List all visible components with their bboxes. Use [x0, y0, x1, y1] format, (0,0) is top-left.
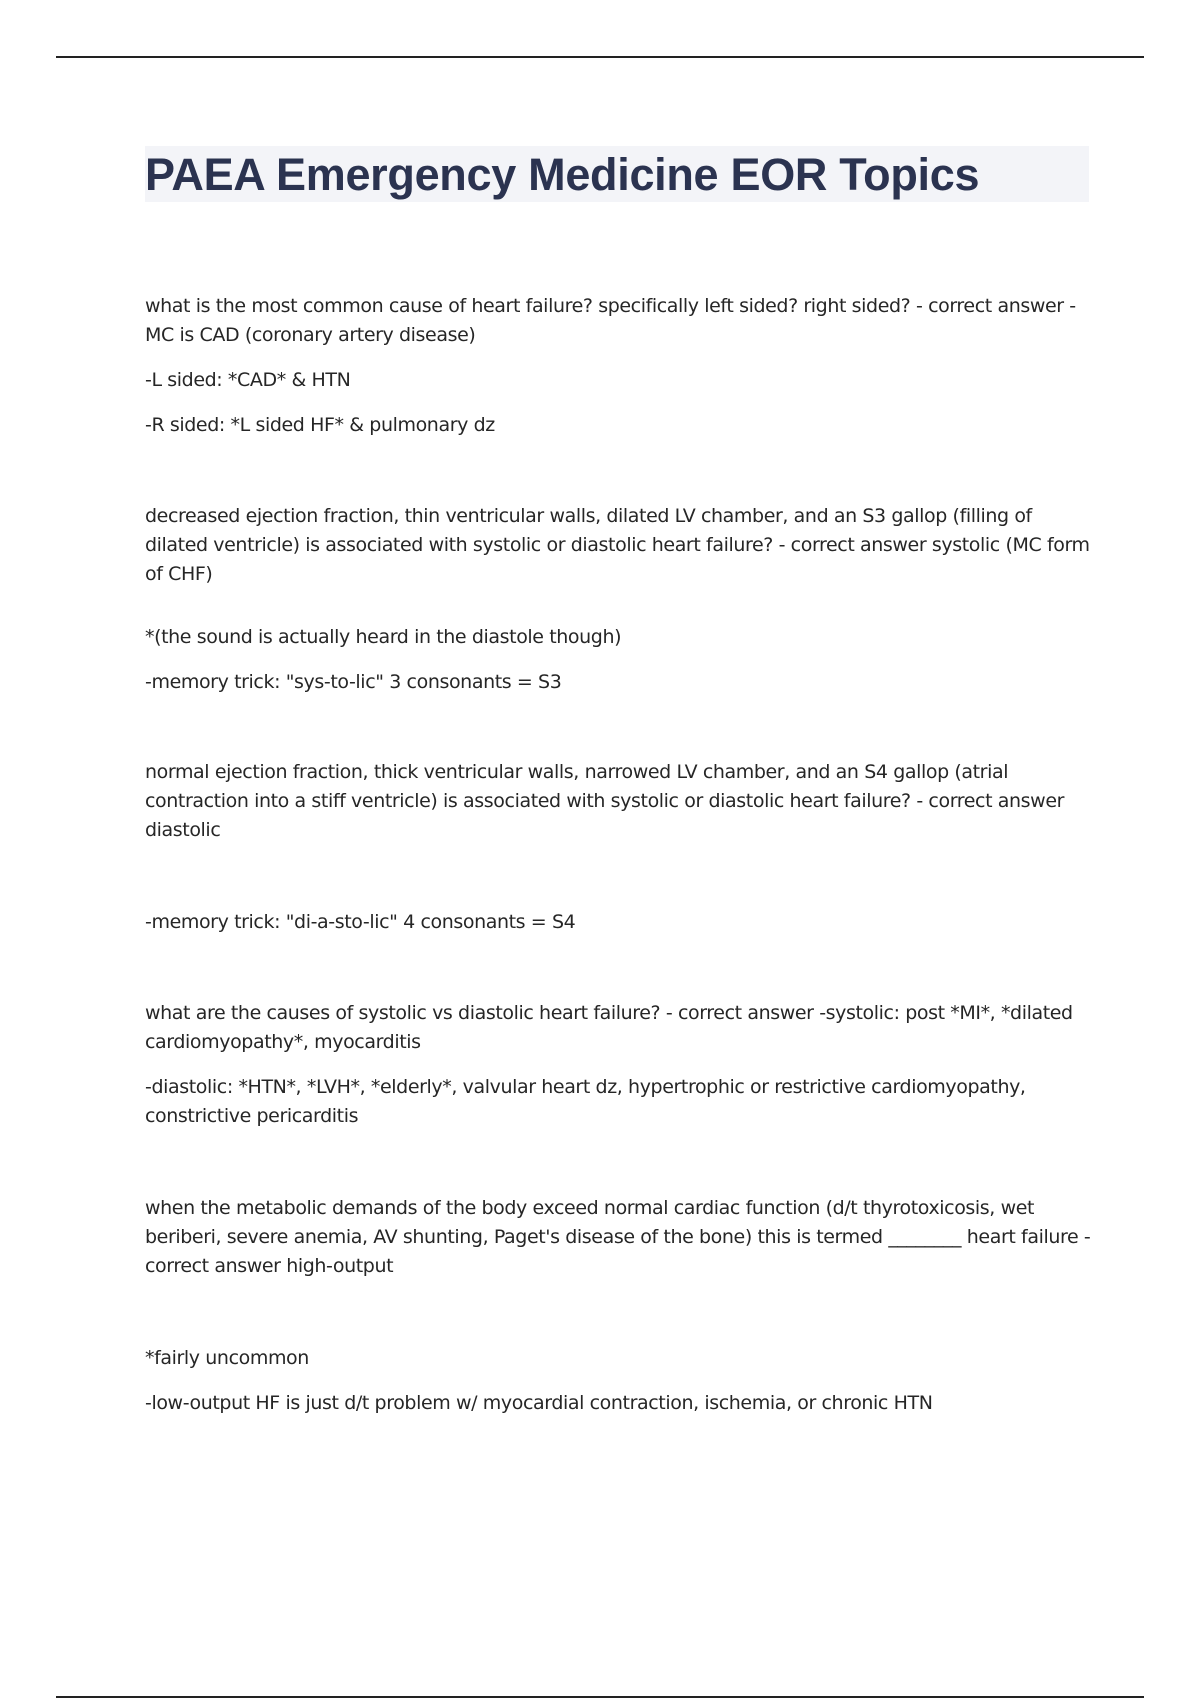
top-divider [56, 56, 1144, 58]
page-title: PAEA Emergency Medicine EOR Topics [145, 148, 980, 200]
bottom-divider [56, 1696, 1144, 1698]
paragraph-q1: what is the most common cause of heart failure? specifically left sided? right sided? - correct answer - MC is CAD (coronary artery disease) [145, 295, 1076, 346]
paragraph-q1-left: -L sided: *CAD* & HTN [145, 369, 351, 391]
paragraph-q2: decreased ejection fraction, thin ventricular walls, dilated LV chamber, and an S3 gallop (filling of dilated ventricle) is associated with systolic or diastolic heart failure? - correct answer systolic (MC form of CHF) [145, 505, 1090, 585]
paragraph-q5-lowoutput: -low-output HF is just d/t problem w/ myocardial contraction, ischemia, or chronic HTN [145, 1392, 933, 1414]
paragraph-q5: when the metabolic demands of the body exceed normal cardiac function (d/t thyrotoxicosis, wet beriberi, severe anemia, AV shunting, Paget's disease of the bone) this is termed ________ heart failure - correct answer high-output [145, 1197, 1091, 1277]
paragraph-q5-note: *fairly uncommon [145, 1347, 309, 1369]
paragraph-q4: what are the causes of systolic vs diastolic heart failure? - correct answer -systolic: post *MI*, *dilated cardiomyopathy*, myocarditis [145, 1002, 1073, 1053]
title-banner [145, 146, 1089, 202]
paragraph-q3-trick: -memory trick: "di-a-sto-lic" 4 consonants = S4 [145, 911, 576, 933]
paragraph-q1-right: -R sided: *L sided HF* & pulmonary dz [145, 414, 495, 436]
paragraph-q2-note: *(the sound is actually heard in the diastole though) [145, 626, 622, 648]
paragraph-q2-trick: -memory trick: "sys-to-lic" 3 consonants = S3 [145, 671, 562, 693]
paragraph-q3: normal ejection fraction, thick ventricular walls, narrowed LV chamber, and an S4 gallop (atrial contraction into a stiff ventricle) is associated with systolic or diastolic heart failure? - correct answer diastolic [145, 761, 1065, 841]
paragraph-q4-diastolic: -diastolic: *HTN*, *LVH*, *elderly*, valvular heart dz, hypertrophic or restrictive cardiomyopathy, constrictive pericarditis [145, 1076, 1026, 1127]
